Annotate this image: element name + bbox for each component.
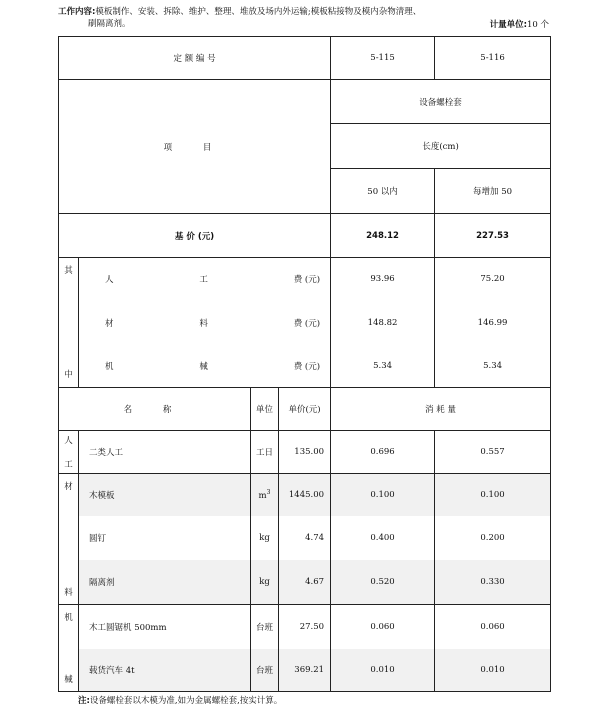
- cost-row-material: 材 料 费 (元): [79, 301, 331, 345]
- res-row-v2: 0.557: [435, 431, 551, 474]
- res-row-unit: kg: [251, 516, 279, 560]
- cost-machine-1: 5.34: [331, 345, 435, 388]
- cost-labor-1: 93.96: [331, 258, 435, 301]
- group-material: 材 料: [59, 474, 79, 605]
- res-row-price: 135.00: [279, 431, 331, 474]
- work-content-text-2: 刷隔离剂。: [88, 19, 131, 29]
- base-price-1: 248.12: [331, 214, 435, 258]
- among-label: 其 中: [59, 258, 79, 388]
- res-row-price: 1445.00: [279, 474, 331, 516]
- res-consume-header: 消 耗 量: [331, 388, 551, 431]
- cost-row-machine: 机 械 费 (元): [79, 345, 331, 388]
- res-row-v2: 0.330: [435, 560, 551, 604]
- subcol-2: 每增加 50: [435, 169, 551, 214]
- subcol-1: 50 以内: [331, 169, 435, 214]
- work-content-label: 工作内容:: [58, 7, 96, 17]
- length-label: 长度(cm): [331, 124, 551, 169]
- res-row-name: 木工圆锯机 500mm: [79, 605, 251, 650]
- group-machine: 机 械: [59, 605, 79, 692]
- cost-material-2: 146.99: [435, 301, 551, 345]
- res-row-price: 4.67: [279, 560, 331, 604]
- res-row-v2: 0.100: [435, 474, 551, 516]
- res-row-v1: 0.010: [331, 649, 435, 692]
- quota-code-2: 5-116: [435, 37, 551, 80]
- res-row-unit: 台班: [251, 649, 279, 692]
- res-row-unit: 台班: [251, 605, 279, 650]
- res-name-header: 名 称: [59, 388, 251, 431]
- res-row-name: 二类人工: [79, 431, 251, 474]
- res-row-price: 27.50: [279, 605, 331, 650]
- work-content: [58, 6, 558, 30]
- res-unit-header: 单位: [251, 388, 279, 431]
- res-row-price: 369.21: [279, 649, 331, 692]
- res-row-v2: 0.060: [435, 605, 551, 650]
- res-row-name: 载货汽车 4t: [79, 649, 251, 692]
- base-price-label: 基 价 (元): [59, 214, 331, 258]
- measure-unit-value: 10 个: [526, 20, 549, 30]
- footnote: [78, 694, 282, 706]
- res-row-v2: 0.200: [435, 516, 551, 560]
- quota-table-main: [58, 36, 551, 692]
- res-row-v1: 0.060: [331, 605, 435, 650]
- quota-code-label: 定 额 编 号: [59, 37, 331, 80]
- res-row-unit: $m^3$: [251, 474, 279, 516]
- cost-labor-2: 75.20: [435, 258, 551, 301]
- group-labor: 人 工: [59, 431, 79, 474]
- group-label: 设备螺栓套: [331, 80, 551, 124]
- measure-unit: [490, 18, 549, 30]
- footnote-label: 注:: [78, 696, 90, 706]
- res-row-v1: 0.696: [331, 431, 435, 474]
- res-row-name: 隔离剂: [79, 560, 251, 604]
- item-label: 项 目: [59, 80, 331, 214]
- footnote-text: 设备螺栓套以木模为准,如为金属螺栓套,按实计算。: [89, 696, 283, 706]
- res-row-unit: 工日: [251, 431, 279, 474]
- res-row-v1: 0.100: [331, 474, 435, 516]
- cost-row-labor: 人 工 费 (元): [79, 258, 331, 301]
- cost-machine-2: 5.34: [435, 345, 551, 388]
- base-price-2: 227.53: [435, 214, 551, 258]
- res-row-v1: 0.520: [331, 560, 435, 604]
- cost-material-1: 148.82: [331, 301, 435, 345]
- res-row-unit: kg: [251, 560, 279, 604]
- res-row-v2: 0.010: [435, 649, 551, 692]
- measure-unit-label: 计量单位:: [489, 20, 527, 30]
- res-row-name: 圆钉: [79, 516, 251, 560]
- res-row-v1: 0.400: [331, 516, 435, 560]
- quota-code-1: 5-115: [331, 37, 435, 80]
- res-price-header: 单价(元): [279, 388, 331, 431]
- res-row-price: 4.74: [279, 516, 331, 560]
- work-content-text: 模板制作、安装、拆除、维护、整理、堆放及场内外运输;模板粘接物及模内杂物清理、: [95, 7, 422, 17]
- res-row-name: 木模板: [79, 474, 251, 516]
